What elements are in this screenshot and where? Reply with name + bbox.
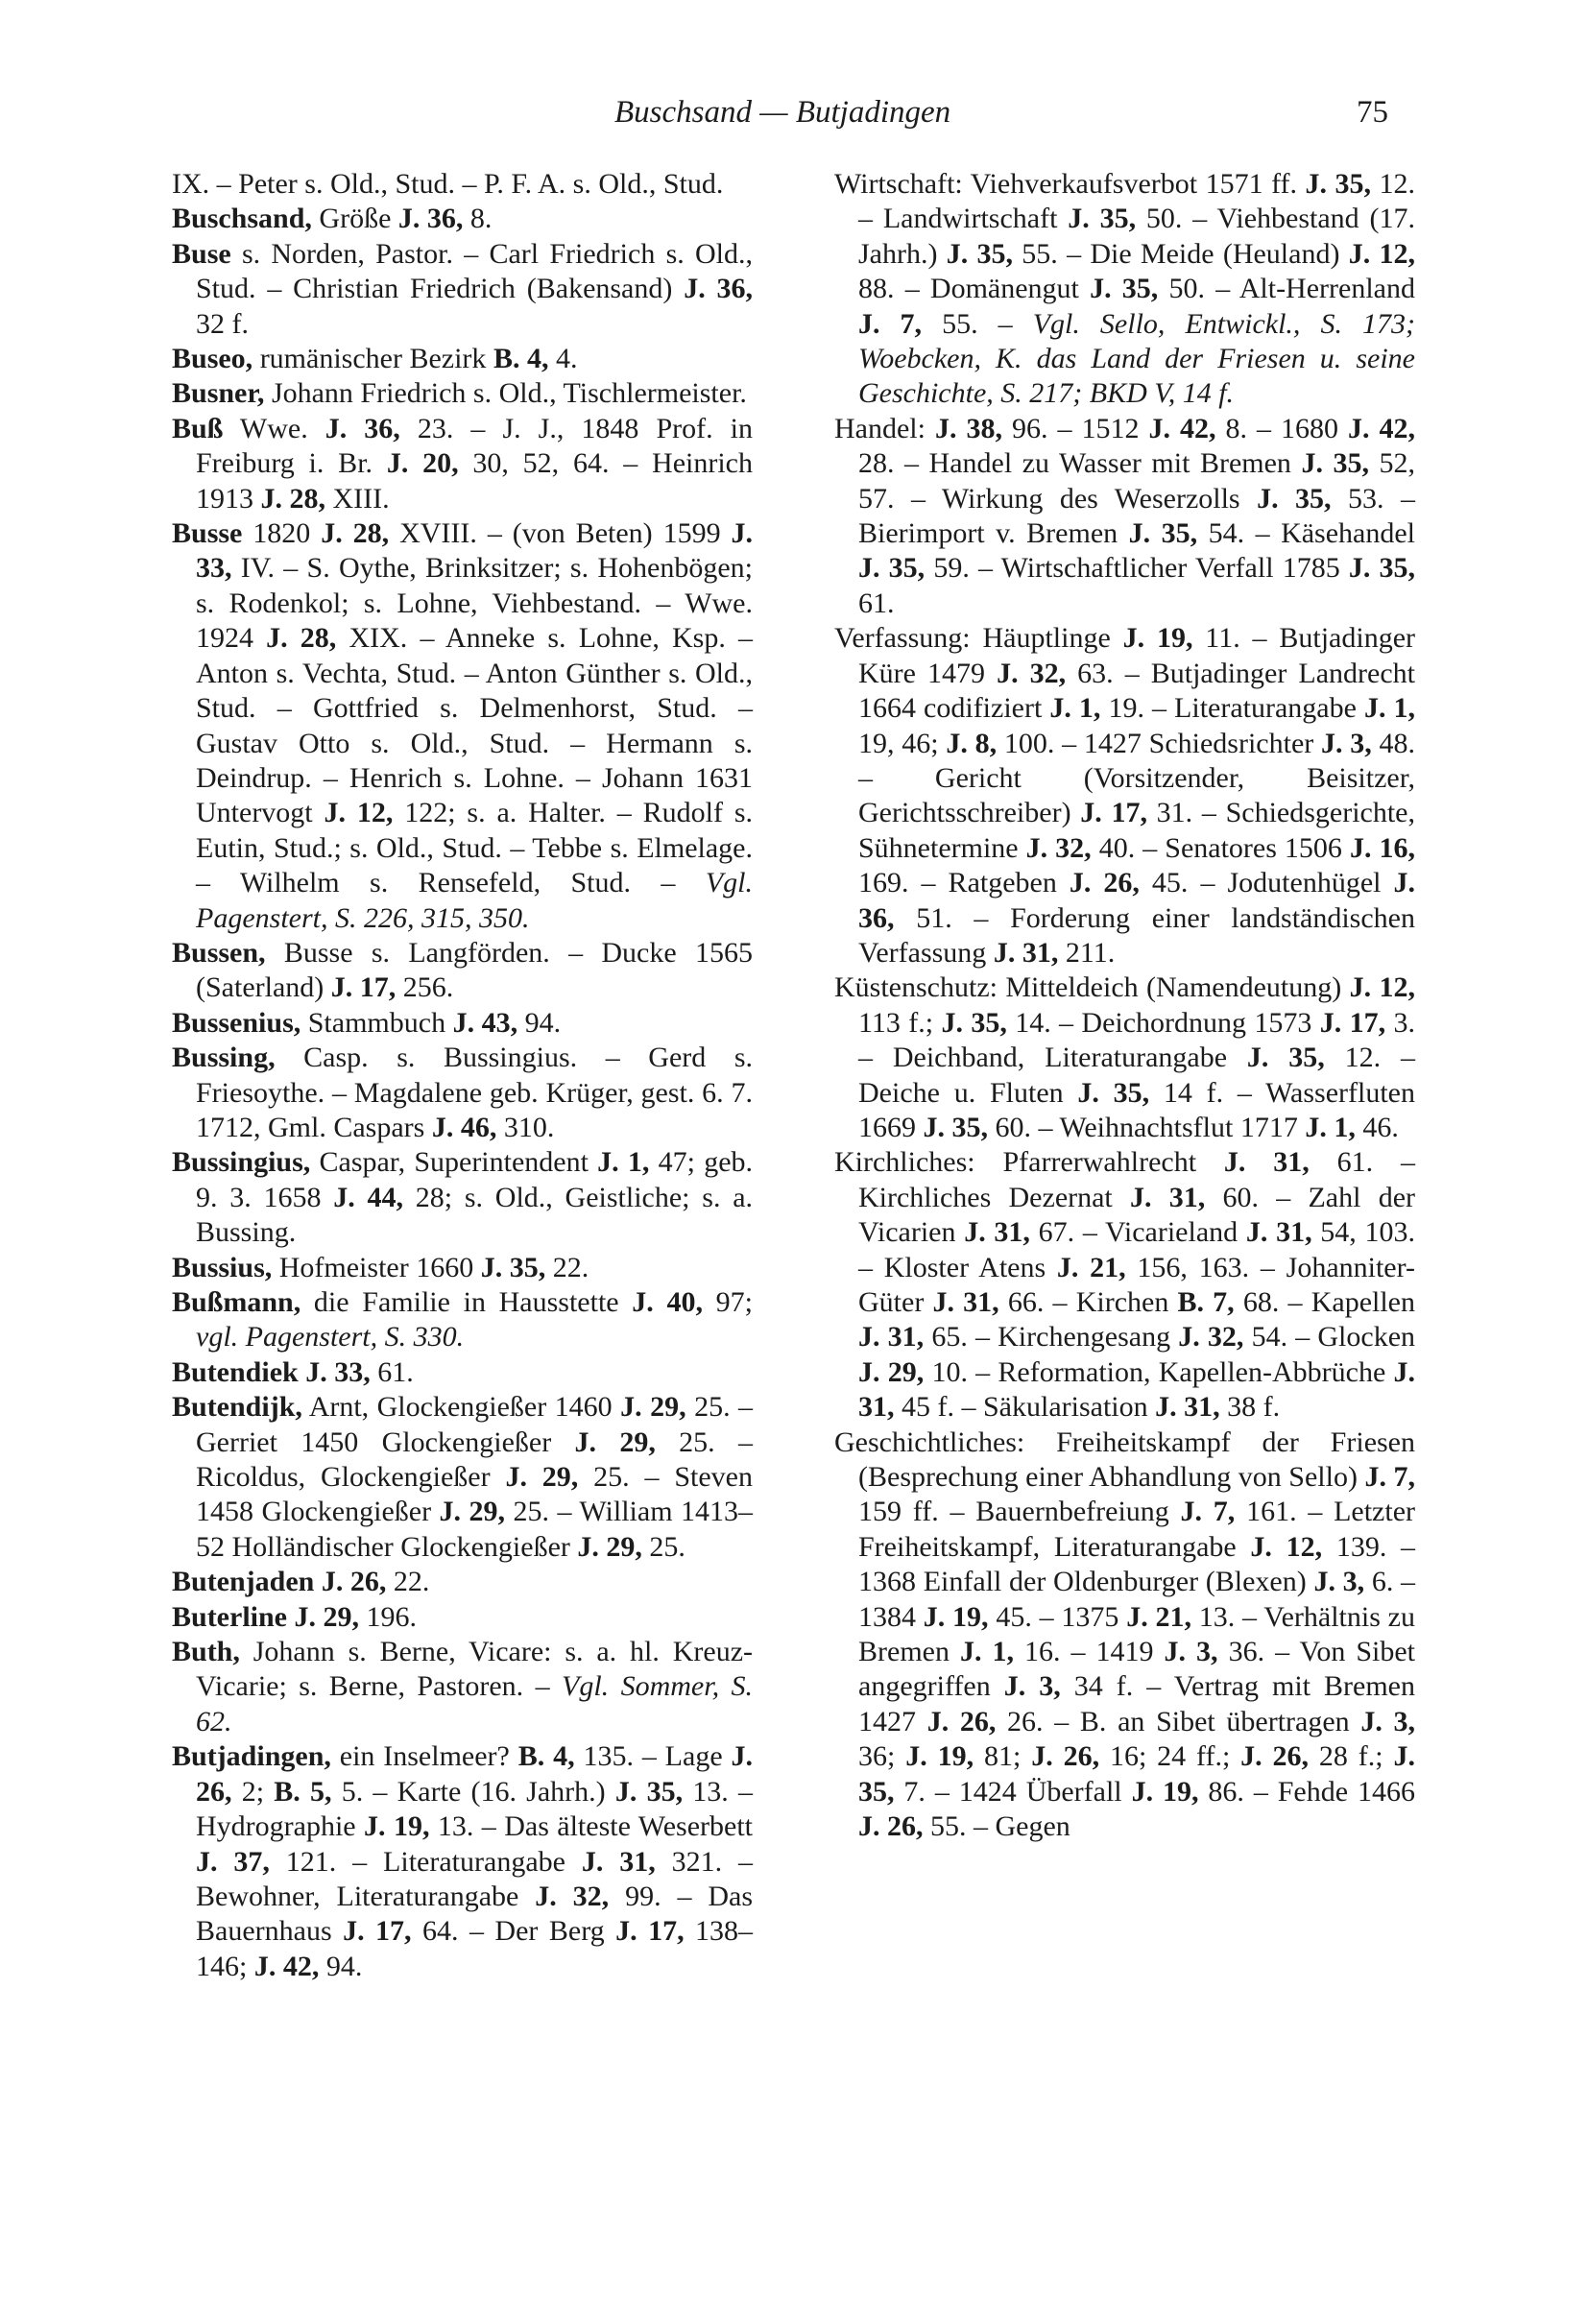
subentry-paragraph: Kirchliches: Pfarrerwahlrecht J. 31, 61. – Kirchliches Dezernat J. 31, 60. – Zahl der Vicarien J. 31, 67. – Vicarieland J. 31, 54, 103. – Kloster Atens J. 21, 156, 163. – Johanniter-Güter J. 31, 66. – Kirchen B. 7, 68. – Kapellen J. 31, 65. – Kirchengesang J. 32, 54. – Glocken J. 29, 10. – Reformation, Kapellen-Abbrüche J. 31, 45 f. – Säkularisation J. 31, 38 f. [834, 1146, 1416, 1424]
index-entry [172, 237, 753, 342]
running-title: Buschsand — Butjadingen [614, 95, 951, 130]
entry-text: Johann Friedrich s. Old., Tischlermeister. [264, 377, 747, 410]
index-entry [172, 1041, 753, 1145]
subentry-paragraph: Wirtschaft: Viehverkaufsverbot 1571 ff. J. 35, 12. – Landwirtschaft J. 35, 50. – Viehbestand (17. Jahrh.) J. 35, 55. – Die Meide (Heuland) J. 12, 88. – Domänengut J. 35, 50. – Alt-Herrenland J. 7, 55. – Vgl. Sello, Entwickl., S. 173; Woebcken, K. das Land der Friesen u. seine Geschichte, S. 217; BKD V, 14 f. [834, 168, 1416, 410]
index-entry [172, 202, 753, 236]
entry-headword: Busner, [172, 377, 265, 410]
index-entry [172, 1600, 753, 1635]
entry-text: Stammbuch J. 43, 94. [301, 1006, 562, 1039]
entry-headword: Bußmann, [172, 1286, 301, 1318]
entry-headword: Buß [172, 412, 224, 444]
index-entry [172, 1355, 753, 1390]
entry-text: Caspar, Superintendent J. 1, 47; geb. 9. 3. 1658 J. 44, 28; s. Old., Geistliche; s. a. Bussing. [196, 1146, 754, 1249]
index-entry [172, 516, 753, 936]
entry-text: J. 29, 196. [294, 1600, 417, 1633]
entry-headword: Buse [172, 237, 231, 270]
entry-text: 1820 J. 28, XVIII. – (von Beten) 1599 J. 33, IV. – S. Oythe, Brinksitzer; s. Hohenbögen; s. Rodenkol; s. Lohne, Viehbestand. – Wwe. 1924 J. 28, XIX. – Anneke s. Lohne, Ksp. – Anton s. Vechta, Stud. – Anton Günther s. Old., Stud. – Gottfried s. Delmenhorst, Stud. – Gustav Otto s. Old., Stud. – Hermann s. Deindrup. – Henrich s. Lohne. – Johann 1631 Untervogt J. 12, 122; s. a. Halter. – Rudolf s. Eutin, Stud.; s. Old., Stud. – Tebbe s. Elmelage. – Wilhelm s. Rensefeld, Stud. – Vgl. Pagenstert, S. 226, 315, 350. [196, 517, 754, 934]
entry-headword: Buth, [172, 1636, 240, 1668]
entry-text: Arnt, Glockengießer 1460 J. 29, 25. – Gerriet 1450 Glockengießer J. 29, 25. – Ricoldus, Glockengießer J. 29, 25. – Steven 1458 Glockengießer J. 29, 25. – William 1413–52 Holländischer Glockengießer J. 29, 25. [196, 1391, 754, 1563]
subentry-paragraph: Küstenschutz: Mitteldeich (Namendeutung) J. 12, 113 f.; J. 35, 14. – Deichordnung 1573 J. 17, 3. – Deichband, Literaturangabe J. 35, 12. – Deiche u. Fluten J. 35, 14 f. – Wasserfluten 1669 J. 35, 60. – Weihnachtsflut 1717 J. 1, 46. [834, 971, 1416, 1143]
index-entry [172, 376, 753, 411]
entry-text: die Familie in Hausstette J. 40, 97; vgl. Pagenstert, S. 330. [196, 1286, 754, 1354]
index-entry [172, 1251, 753, 1285]
entry-text: Busse s. Langförden. – Ducke 1565 (Saterland) J. 17, 256. [196, 936, 753, 1004]
index-entry [172, 1285, 753, 1355]
entry-text: Johann s. Berne, Vicare: s. a. hl. Kreuz-Vicarie; s. Berne, Pastoren. – Vgl. Sommer, S. 62. [196, 1636, 754, 1737]
right-column [834, 167, 1415, 1845]
subentry-paragraph: Verfassung: Häuptlinge J. 19, 11. – Butjadinger Küre 1479 J. 32, 63. – Butjadinger Landrecht 1664 codifiziert J. 1, 19. – Literaturangabe J. 1, 19, 46; J. 8, 100. – 1427 Schiedsrichter J. 3, 48. – Gericht (Vorsitzender, Beisitzer, Gerichtsschreiber) J. 17, 31. – Schiedsgerichte, Sühnetermine J. 32, 40. – Senatores 1506 J. 16, 169. – Ratgeben J. 26, 45. – Jodutenhügel J. 36, 51. – Forderung einer landständischen Verfassung J. 31, 211. [834, 622, 1416, 969]
entry-headword: Buschsand, [172, 203, 312, 235]
page-number: 75 [1357, 95, 1388, 130]
index-entry [172, 167, 753, 202]
subentry-paragraph: Handel: J. 38, 96. – 1512 J. 42, 8. – 1680 J. 42, 28. – Handel zu Wasser mit Bremen J. 35, 52, 57. – Wirkung des Weserzolls J. 35, 53. – Bierimport v. Bremen J. 35, 54. – Käsehandel J. 35, 59. – Wirtschaftlicher Verfall 1785 J. 35, 61. [834, 412, 1416, 619]
index-entry [172, 1739, 753, 1984]
index-entry [172, 1565, 753, 1599]
entry-text: J. 26, 22. [321, 1566, 430, 1598]
subentry-paragraph: Geschichtliches: Freiheitskampf der Friesen (Besprechung einer Abhandlung von Sello) J. 7, 159 ff. – Bauernbefreiung J. 7, 161. – Letzter Freiheitskampf, Literaturangabe J. 12, 139. – 1368 Einfall der Oldenburger (Blexen) J. 3, 6. – 1384 J. 19, 45. – 1375 J. 21, 13. – Verhältnis zu Bremen J. 1, 16. – 1419 J. 3, 36. – Von Sibet angegriffen J. 3, 34 f. – Vertrag mit Bremen 1427 J. 26, 26. – B. an Sibet übertragen J. 3, 36; J. 19, 81; J. 26, 16; 24 ff.; J. 26, 28 f.; J. 35, 7. – 1424 Überfall J. 19, 86. – Fehde 1466 J. 26, 55. – Gegen [834, 1426, 1416, 1843]
entry-text: Hofmeister 1660 J. 35, 22. [272, 1251, 589, 1283]
page-header [0, 88, 1587, 136]
index-entry [172, 1006, 753, 1041]
entry-headword: Bussen, [172, 936, 266, 969]
entry-headword: Butjadingen, [172, 1740, 331, 1773]
entry-headword: Bussius, [172, 1251, 273, 1283]
entry-headword: Bussenius, [172, 1006, 301, 1039]
entry-headword: Bussing, [172, 1042, 276, 1074]
entry-headword: Butendijk, [172, 1391, 302, 1424]
entry-text: rumänischer Bezirk B. 4, 4. [252, 343, 578, 375]
entry-text: Casp. s. Bussingius. – Gerd s. Friesoythe. – Magdalene geb. Krüger, gest. 6. 7. 1712, Gml. Caspars J. 46, 310. [196, 1042, 753, 1143]
index-entry [172, 1390, 753, 1565]
entry-text: J. 33, 61. [305, 1355, 414, 1388]
entry-headword: Butendiek [172, 1355, 299, 1388]
index-entry [172, 936, 753, 1006]
entry-headword: Buseo, [172, 343, 253, 375]
entry-text: s. Norden, Pastor. – Carl Friedrich s. Old., Stud. – Christian Friedrich (Bakensand) J. 36, 32 f. [196, 237, 754, 340]
entry-text: ein Inselmeer? B. 4, 135. – Lage J. 26, 2; B. 5, 5. – Karte (16. Jahrh.) J. 35, 13. – Hydrographie J. 19, 13. – Das älteste Weserbett J. 37, 121. – Literaturangabe J. 31, 321. – Bewohner, Literaturangabe J. 32, 99. – Das Bauernhaus J. 17, 64. – Der Berg J. 17, 138–146; J. 42, 94. [196, 1740, 754, 1982]
entry-headword: Buterline [172, 1600, 287, 1633]
index-entry [172, 412, 753, 516]
entry-headword: Busse [172, 517, 243, 550]
entry-text: IX. – Peter s. Old., Stud. – P. F. A. s. Old., Stud. [172, 168, 724, 200]
entry-text: Wwe. J. 36, 23. – J. J., 1848 Prof. in Freiburg i. Br. J. 20, 30, 52, 64. – Heinrich 1913 J. 28, XIII. [196, 412, 754, 515]
left-column [172, 167, 753, 1984]
entry-headword: Bussingius, [172, 1146, 311, 1179]
entry-headword: Butenjaden [172, 1566, 315, 1598]
index-entry [172, 1635, 753, 1739]
entry-text: Größe J. 36, 8. [311, 203, 493, 235]
index-entry [172, 1145, 753, 1250]
index-entry [172, 342, 753, 376]
